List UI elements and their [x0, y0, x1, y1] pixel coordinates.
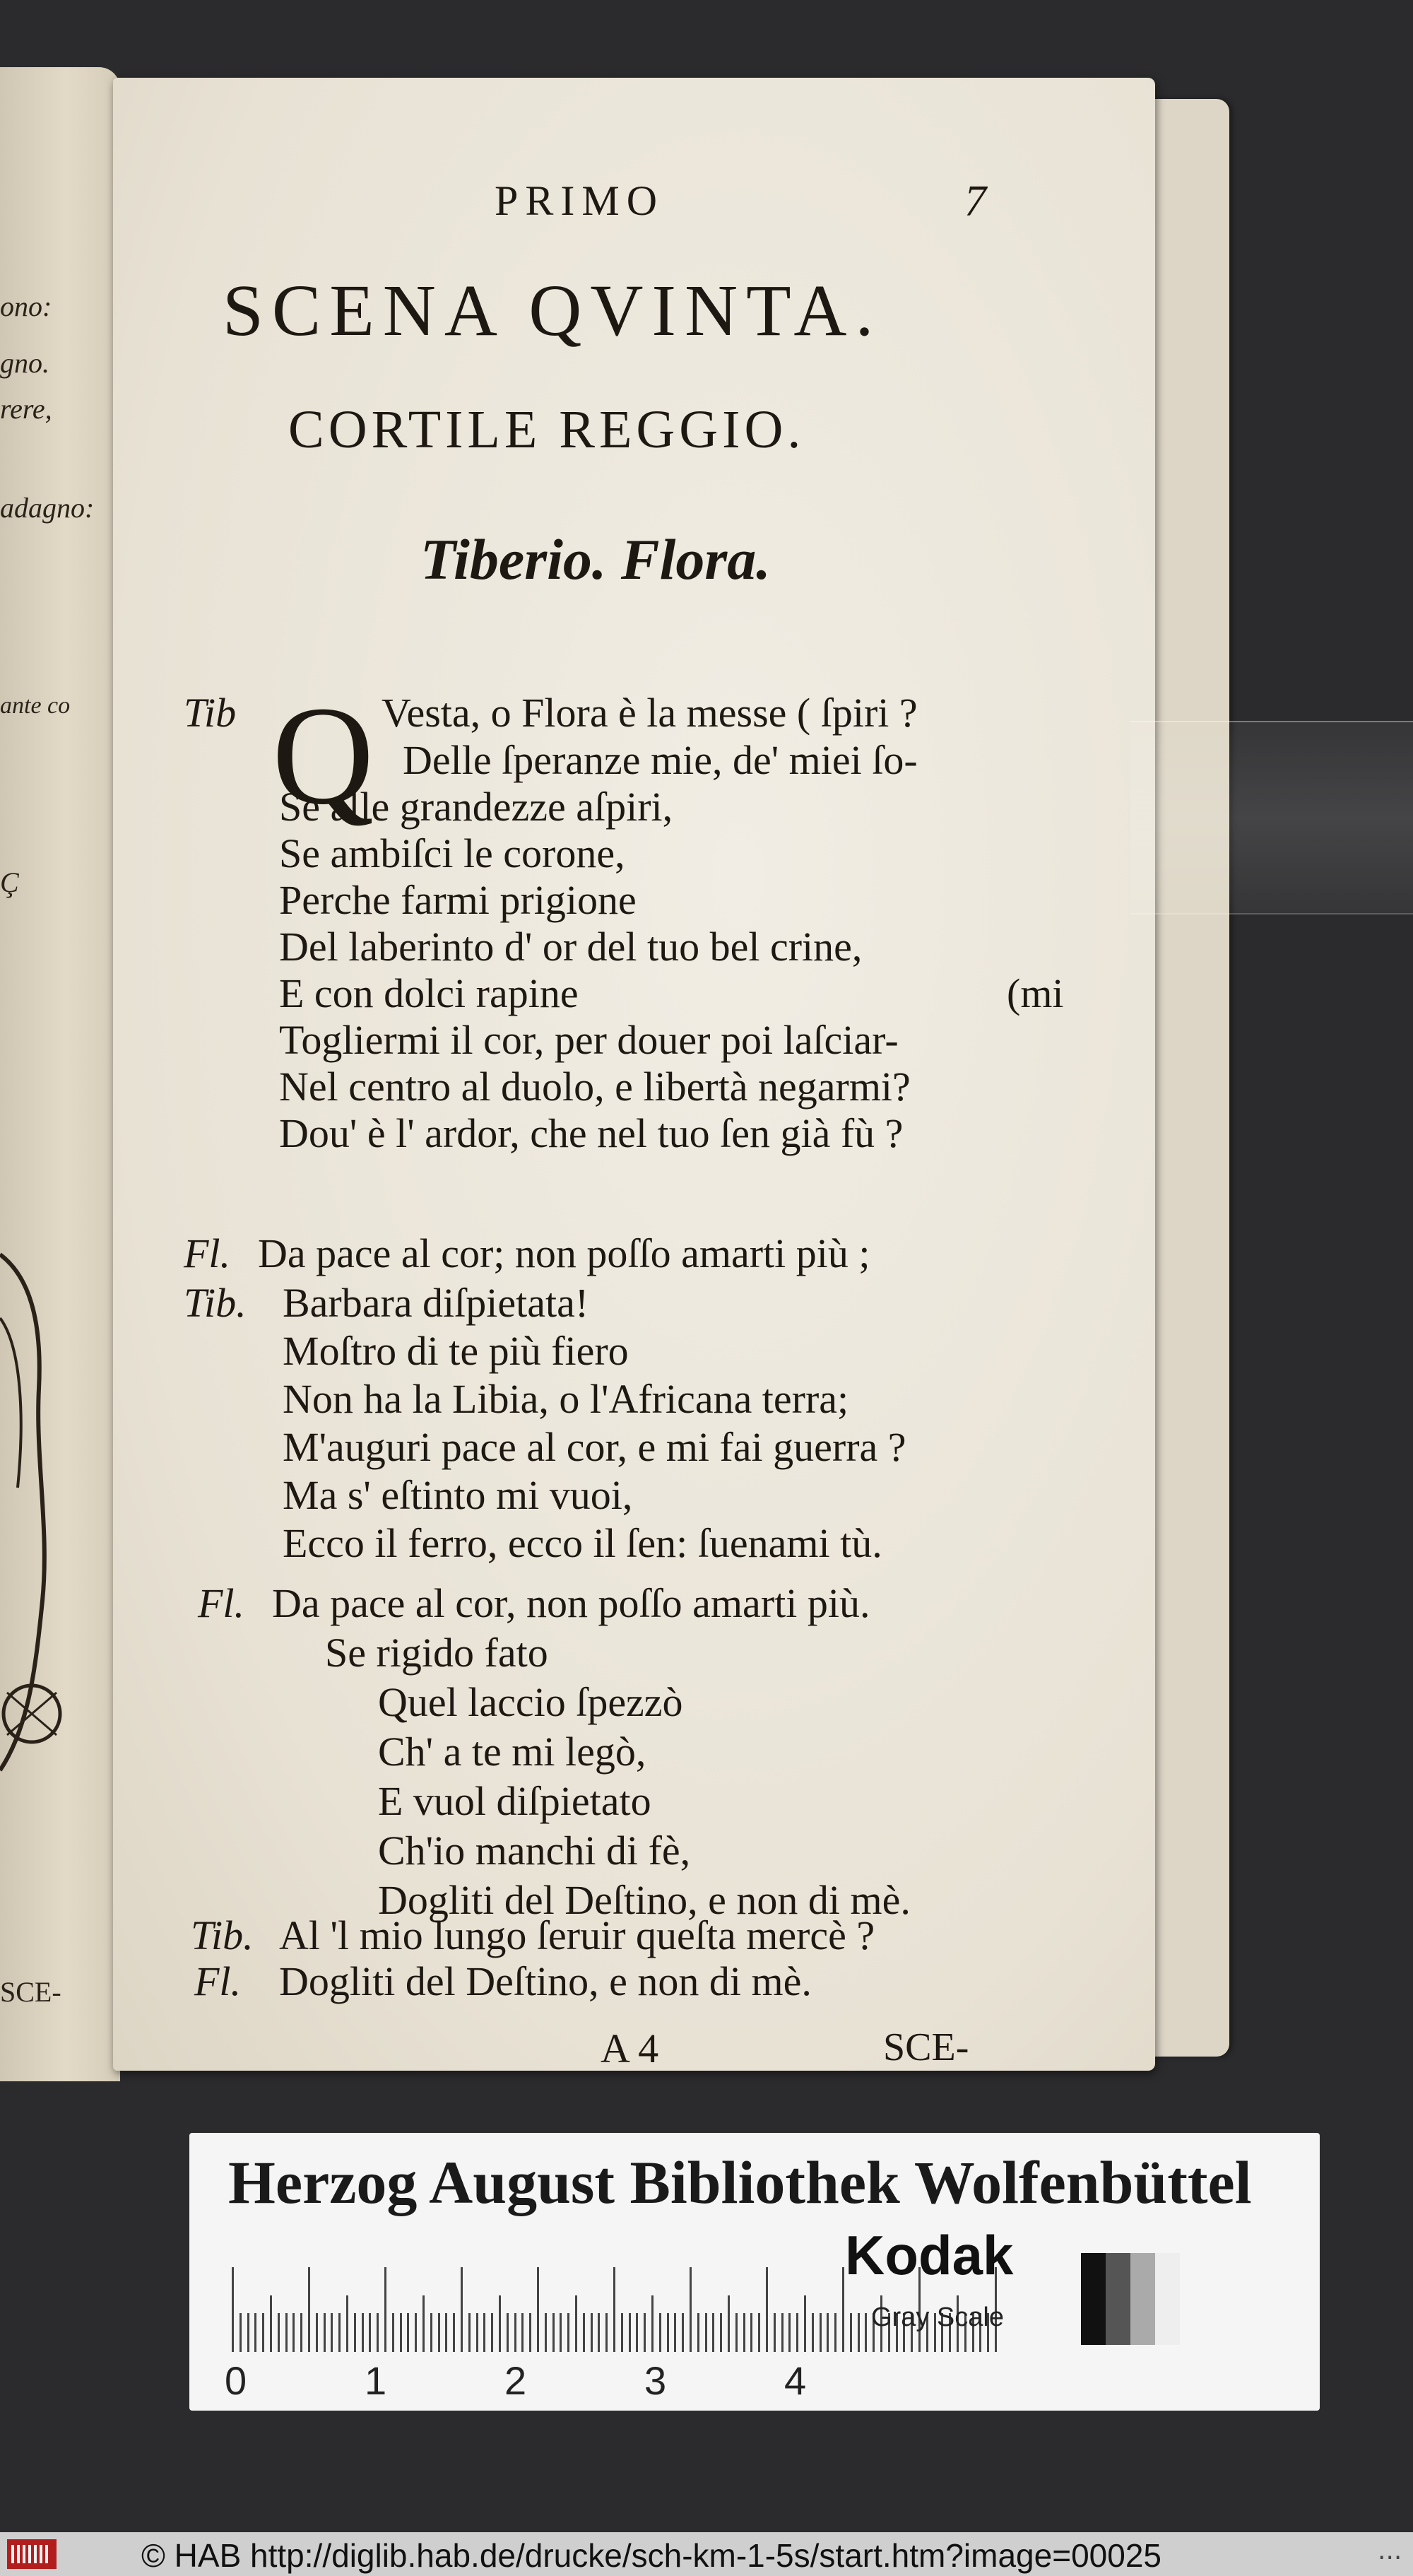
ruler-tick: [659, 2313, 661, 2352]
ruler-tick: [384, 2267, 386, 2352]
left-page-fragment: ono:: [0, 290, 52, 322]
ruler-tick: [521, 2313, 524, 2352]
ruler-tick: [865, 2313, 867, 2352]
ruler-tick: [247, 2313, 249, 2352]
ruler-tick: [575, 2295, 577, 2352]
ruler-tick: [697, 2313, 699, 2352]
ruler-tick: [591, 2313, 593, 2352]
ruler-tick: [644, 2313, 646, 2352]
verse-line: Vesta, o Flora è la messe ( ſpiri ?: [382, 690, 918, 736]
gray-swatch: [1155, 2253, 1180, 2345]
ruler-tick: [476, 2313, 478, 2352]
ruler-tick: [560, 2313, 562, 2352]
verse-line: E vuol diſpietato: [378, 1778, 651, 1824]
ruler-tick: [774, 2313, 776, 2352]
ruler-tick: [285, 2313, 288, 2352]
ruler-tick: [438, 2313, 440, 2352]
verse-line: E con dolci rapine: [279, 970, 579, 1016]
speaker-label: Fl.: [184, 1230, 231, 1276]
verse-line: Ma s' eſtinto mi vuoi,: [283, 1472, 633, 1518]
ruler-tick: [468, 2313, 471, 2352]
verse-line: Al 'l mio lungo ſeruir queſta mercè ?: [279, 1912, 875, 1958]
verse-line: Moſtro di te più fiero: [283, 1328, 629, 1374]
ruler-tick: [605, 2313, 608, 2352]
ruler-tick: [750, 2313, 752, 2352]
speaker-label: Tib: [184, 690, 237, 736]
ruler-tick: [461, 2267, 463, 2352]
verse-line: Nel centro al duolo, e libertà negarmi?: [279, 1064, 911, 1110]
left-page-fragment: gno.: [0, 347, 49, 379]
ruler-number: 3: [644, 2358, 667, 2403]
ruler-tick: [415, 2313, 417, 2352]
gray-swatch: [1130, 2253, 1155, 2345]
ruler-tick: [324, 2313, 326, 2352]
ruler-tick: [270, 2295, 272, 2352]
left-page-catchword: SCE-: [0, 1976, 61, 2008]
speaker-label: Fl.: [198, 1580, 245, 1626]
ruler-tick: [705, 2313, 707, 2352]
more-options-icon[interactable]: ...: [1378, 2536, 1402, 2565]
verse-line: Se rigido fato: [325, 1630, 548, 1676]
ruler-tick: [346, 2295, 348, 2352]
color-reference-card: [189, 2133, 1320, 2411]
hab-logo-icon: [7, 2539, 57, 2569]
woodcut-illustration: [0, 1233, 71, 1869]
ruler-tick: [804, 2295, 806, 2352]
verse-line: M'auguri pace al cor, e mi fai guerra ?: [283, 1424, 906, 1470]
ruler-tick: [292, 2313, 295, 2352]
library-name: Herzog August Bibliothek Wolfenbüttel: [228, 2148, 1252, 2216]
verse-line: Non ha la Libia, o l'Africana terra;: [283, 1376, 849, 1422]
ruler-tick: [598, 2313, 600, 2352]
catchword: SCE-: [883, 2025, 969, 2069]
verse-line: Dou' è l' ardor, che nel tuo ſen già fù ?: [279, 1110, 904, 1156]
ruler-tick: [796, 2313, 798, 2352]
ruler-tick: [507, 2313, 509, 2352]
verse-continuation: (mi: [1007, 970, 1064, 1016]
left-page-edge: [0, 67, 120, 2081]
ruler-tick: [674, 2313, 676, 2352]
verse-line: Se ambiſci le corone,: [279, 830, 625, 876]
ruler-tick: [483, 2313, 485, 2352]
left-page-fragment: adagno:: [0, 492, 95, 524]
signature-mark: A 4: [601, 2025, 659, 2071]
ruler-tick: [362, 2313, 364, 2352]
ruler-tick: [690, 2267, 692, 2352]
ruler-tick: [820, 2313, 822, 2352]
ruler-tick: [262, 2313, 264, 2352]
ruler-tick: [308, 2267, 310, 2352]
ruler-tick: [300, 2313, 302, 2352]
ruler-tick: [240, 2313, 242, 2352]
ruler-tick: [827, 2313, 829, 2352]
verse-line: Dogliti del Deſtino, e non di mè.: [378, 1877, 911, 1923]
verse-line: Dogliti del Deſtino, e non di mè.: [279, 1958, 812, 2004]
verse-line: Delle ſperanze mie, de' miei ſo-: [403, 737, 918, 783]
verse-line: Da pace al cor; non poſſo amarti più ;: [258, 1230, 870, 1276]
location-heading: CORTILE REGGIO.: [288, 400, 805, 459]
ruler-tick: [781, 2313, 784, 2352]
ruler-tick: [812, 2313, 814, 2352]
ruler-tick: [422, 2295, 425, 2352]
ruler-tick: [491, 2313, 493, 2352]
page-number: 7: [964, 177, 986, 225]
verse-line: Perche farmi prigione: [279, 877, 637, 923]
speaker-label: Tib.: [191, 1912, 254, 1958]
ruler-number: 0: [225, 2358, 247, 2403]
ruler-tick: [858, 2313, 860, 2352]
ruler-tick: [392, 2313, 394, 2352]
ruler-tick: [499, 2295, 501, 2352]
verse-line: Quel laccio ſpezzò: [378, 1679, 683, 1725]
verse-line: Ch' a te mi legò,: [378, 1729, 646, 1775]
ruler-tick: [636, 2313, 638, 2352]
ruler-tick: [316, 2313, 318, 2352]
ruler-tick: [354, 2313, 356, 2352]
verse-line: Se alle grandezze aſpiri,: [279, 784, 673, 830]
ruler-tick: [651, 2295, 654, 2352]
scene-title: SCENA QVINTA.: [223, 270, 882, 351]
ruler-tick: [338, 2313, 341, 2352]
ruler-tick: [842, 2267, 844, 2352]
gray-swatch: [1106, 2253, 1130, 2345]
gray-scale-label: Gray Scale: [871, 2302, 1004, 2332]
footer-bar: [0, 2532, 1413, 2576]
copyright-url[interactable]: © HAB http://diglib.hab.de/drucke/sch-km-1-5s/start.htm?image=00025: [141, 2537, 1161, 2574]
ruler-tick: [254, 2313, 256, 2352]
ruler-tick: [445, 2313, 447, 2352]
ruler-tick: [369, 2313, 371, 2352]
ruler-number: 2: [504, 2358, 527, 2403]
book-page: [113, 78, 1155, 2071]
speaker-label: Tib.: [184, 1280, 247, 1326]
ruler-tick: [278, 2313, 280, 2352]
ruler-tick: [712, 2313, 714, 2352]
ruler-tick: [430, 2313, 432, 2352]
kodak-logo: Kodak: [845, 2224, 1014, 2286]
ruler-tick: [331, 2313, 333, 2352]
ruler-tick: [567, 2313, 569, 2352]
running-header: PRIMO: [495, 177, 665, 224]
drop-cap: Q: [272, 678, 374, 834]
ruler-tick: [834, 2313, 836, 2352]
verse-line: Togliermi il cor, per douer poi laſciar-: [279, 1017, 899, 1063]
ruler-tick: [788, 2313, 791, 2352]
ruler-tick: [400, 2313, 402, 2352]
ruler-tick: [545, 2313, 547, 2352]
ruler-tick: [613, 2267, 615, 2352]
ruler-tick: [850, 2313, 852, 2352]
verse-line: Del laberinto d' or del tuo bel crine,: [279, 924, 863, 970]
ruler-tick: [529, 2313, 531, 2352]
ruler-tick: [552, 2313, 555, 2352]
gray-swatch: [1081, 2253, 1106, 2345]
left-page-fragment: ante co: [0, 693, 71, 719]
ruler-tick: [537, 2267, 539, 2352]
ruler-tick: [232, 2267, 234, 2352]
ruler-tick: [514, 2313, 516, 2352]
ruler-tick: [743, 2313, 745, 2352]
film-reflection: [1130, 721, 1413, 914]
ruler-tick: [621, 2313, 623, 2352]
ruler-tick: [728, 2295, 730, 2352]
character-list: Tiberio. Flora.: [420, 527, 771, 592]
ruler-tick: [682, 2313, 684, 2352]
ruler-tick: [583, 2313, 585, 2352]
left-page-fragment: Ç: [0, 866, 19, 898]
verse-line: Da pace al cor, non poſſo amarti più.: [272, 1580, 870, 1626]
verse-line: Ch'io manchi di fè,: [378, 1828, 691, 1874]
ruler-tick: [407, 2313, 409, 2352]
ruler-tick: [720, 2313, 722, 2352]
gray-scale-patch: [1081, 2253, 1180, 2345]
ruler-tick: [667, 2313, 669, 2352]
ruler-number: 1: [365, 2358, 387, 2403]
ruler-tick: [377, 2313, 379, 2352]
ruler-tick: [758, 2313, 760, 2352]
ruler-tick: [735, 2313, 738, 2352]
ruler-tick: [453, 2313, 455, 2352]
verse-line: Barbara diſpietata!: [283, 1280, 589, 1326]
ruler-tick: [629, 2313, 631, 2352]
ruler-number: 4: [784, 2358, 807, 2403]
left-page-fragment: rere,: [0, 393, 52, 425]
verse-line: Ecco il ferro, ecco il ſen: ſuenami tù.: [283, 1520, 882, 1566]
speaker-label: Fl.: [194, 1958, 242, 2004]
ruler-tick: [766, 2267, 768, 2352]
